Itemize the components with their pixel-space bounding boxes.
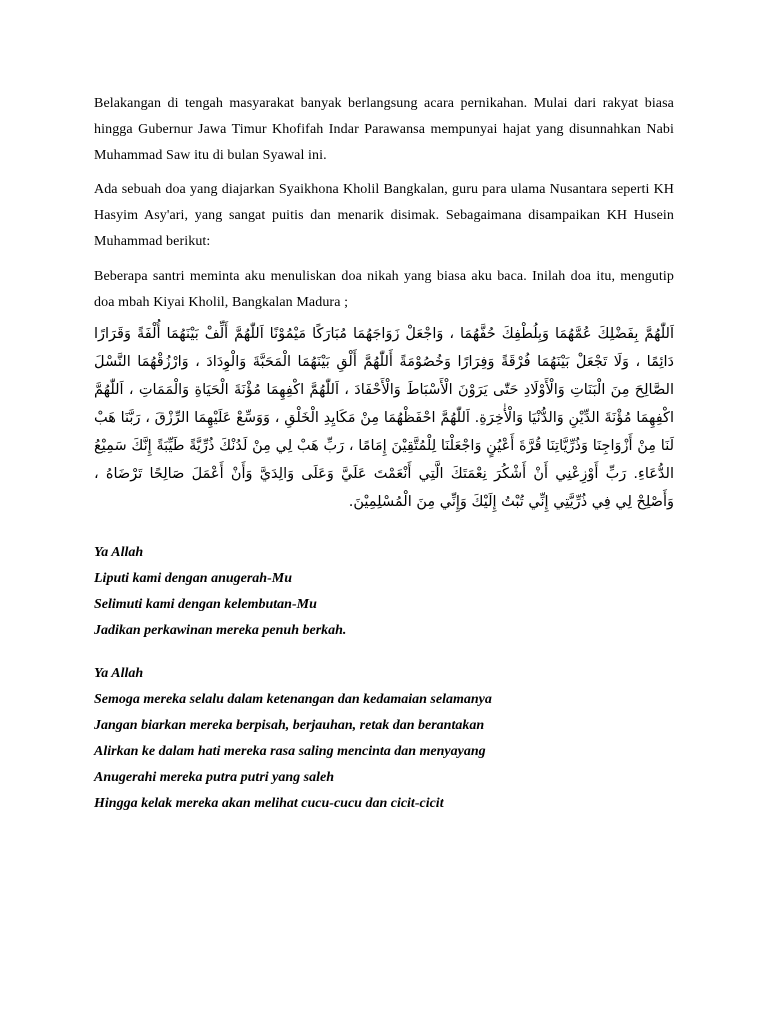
request-paragraph: Beberapa santri meminta aku menuliskan doa nikah yang biasa aku baca. Inilah doa itu, mengutip doa mbah Kiyai Kholil, Bangkalan Madura ; (94, 269, 674, 310)
document-body (94, 91, 674, 817)
stanza-1-line: Selimuti kami dengan kelembutan-Mu (94, 597, 317, 612)
stanza-1-line: Liputi kami dengan anugerah-Mu (94, 571, 292, 586)
arabic-prayer-text: اَللّٰهُمَّ بِفَضْلِكَ عُمَّهُمَا وَبِلُطْفِكَ حُفَّهُمَا ، وَاجْعَلْ زَوَاجَهُمَا مُبَارَكًا مَيْمُوْنًا اَللّٰهُمَّ أَلِّفْ بَيْنَهُمَا أُلْفَةً وَقَرَارًا دَائِمًا ، وَلَا تَجْعَلْ بَيْنَهُمَا فُرْقَةً وَفِرَارًا وَخُصُوْمَةً أَللّٰهُمَّ أَلْقِ بَيْنَهُمَا الْمَحَبَّةَ وَالْوِدَادَ ، وَارْزُقْهُمَا النَّسْلَ الصَّالِحَ مِنَ الْبَنَاتِ وَالْأَوْلَادِ حَتّٰى يَرَوْنَ الْأَسْبَاطَ وَالْأَحْفَادَ ، اَللّٰهُمَّ اكْفِهِمَا مُؤْنَةَ الْحَيَاةِ وَالْمَمَاتِ ، اَللّٰهُمَّ اكْفِهِمَا مُؤْنَةَ الدِّيْنِ وَالدُّنْيَا وَالْأٰخِرَةِ. اَللّٰهُمَّ احْفَظْهُمَا مِنْ مَكَايِدِ الْخَلْقِ ، وَوَسِّعْ عَلَيْهِمَا الرِّزْقَ ، رَبَّنَا هَبْ لَنَا مِنْ أَزْوَاجِنَا وَذُرِّيَّاتِنَا قُرَّةَ أَعْيُنٍ وَاجْعَلْنَا لِلْمُتَّقِيْنَ إِمَامًا ، رَبِّ هَبْ لِي مِنْ لَدُنْكَ ذُرِّيَّةً طَيِّبَةً إِنَّكَ سَمِيْعُ الدُّعَاءِ. رَبِّ أَوْزِعْنِي أَنْ أَشْكُرَ نِعْمَتَكَ الَّتِي أَنْعَمْتَ عَلَيَّ وَعَلَى وَالِدَيَّ وَأَنْ أَعْمَلَ صَالِحًا تَرْضَاهُ ، وَأَصْلِحْ لِي فِي ذُرِّيَّتِي إِنِّي تُبْتُ إِلَيْكَ وَإِنِّي مِنَ الْمُسْلِمِيْنَ. (94, 326, 674, 510)
stanza-2-line: Hingga kelak mereka akan melihat cucu-cucu dan cicit-cicit (94, 796, 444, 811)
prayer-translation-stanza-2 (94, 661, 674, 817)
stanza-2-line: Anugerahi mereka putra putri yang saleh (94, 770, 334, 785)
stanza-1-line: Jadikan perkawinan mereka penuh berkah. (94, 623, 347, 638)
stanza-1-line: Ya Allah (94, 545, 144, 560)
stanza-2-line: Ya Allah (94, 666, 144, 681)
stanza-2-line: Semoga mereka selalu dalam ketenangan dan kedamaian selamanya (94, 692, 492, 707)
source-paragraph: Ada sebuah doa yang diajarkan Syaikhona Kholil Bangkalan, guru para ulama Nusantara seperti KH Hasyim Asy'ari, yang sangat puitis dan menarik disimak. Sebagaimana disampaikan KH Husein Muhammad berikut: (94, 182, 674, 249)
prayer-translation-stanza-1 (94, 540, 674, 644)
stanza-2-line: Alirkan ke dalam hati mereka rasa saling mencinta dan menyayang (94, 744, 486, 759)
intro-paragraph: Belakangan di tengah masyarakat banyak berlangsung acara pernikahan. Mulai dari rakyat biasa hingga Gubernur Jawa Timur Khofifah Indar Parawansa mempunyai hajat yang disunnahkan Nabi Muhammad Saw itu di bulan Syawal ini. (94, 96, 674, 163)
stanza-2-line: Jangan biarkan mereka berpisah, berjauhan, retak dan berantakan (94, 718, 485, 733)
